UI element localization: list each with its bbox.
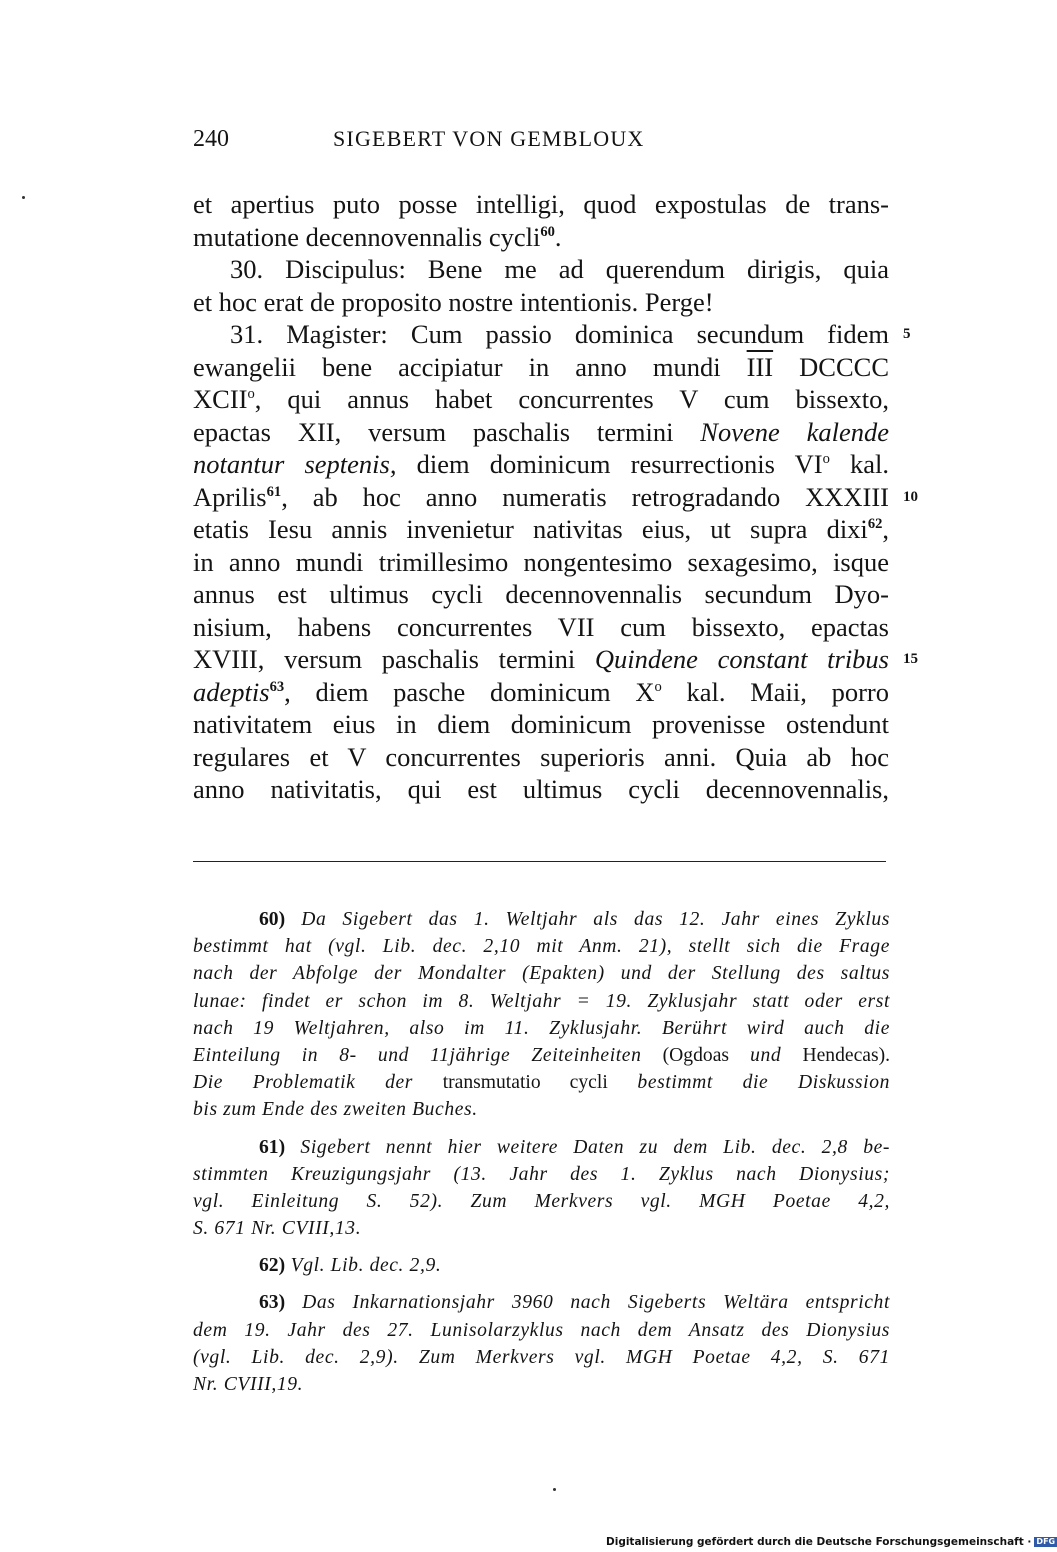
line-number: 15 <box>903 651 918 667</box>
text-line: Aprilis$^{61}$, ab hoc anno numeratis retrogradando XXXIII <box>193 481 889 512</box>
text-line: regulares et V concurrentes superioris anni. Quia ab hoc <box>193 741 889 772</box>
text-line: anno nativitatis, qui est ultimus cycli decennovennalis, <box>193 774 889 804</box>
text-line: in anno mundi trimillesimo nongentesimo sexagesimo, isque <box>193 546 889 577</box>
footnote-line: (vgl. Lib. dec. 2,9). Zum Merkvers vgl. MGH Poetae 4,2, S. 671 <box>193 1346 890 1368</box>
text-line: 31. Magister: Cum passio dominica secundum fidem <box>230 319 889 349</box>
footnote-60 <box>193 906 890 1124</box>
footnote-line: 62) Vgl. Lib. dec. 2,9. <box>259 1255 442 1277</box>
footnotes <box>193 906 890 1398</box>
text-line: adeptis$^{63}$, diem pasche dominicum $X^o$ kal. Maii, porro <box>193 676 890 707</box>
footnote-ref[interactable]: 61 <box>266 483 282 500</box>
footnote-ref[interactable]: 62 <box>867 516 883 533</box>
footnote-line: dem 19. Jahr des 27. Lunisolarzyklus nach dem Ansatz des Dionysius <box>193 1319 890 1341</box>
footnote-line: 63) Das Inkarnationsjahr 3960 nach Sigeberts Weltära entspricht <box>259 1292 891 1314</box>
scan-speck <box>553 1488 556 1491</box>
page-header <box>193 126 889 156</box>
footnote-ref[interactable]: 60 <box>540 223 555 240</box>
footnote-ref[interactable]: 63 <box>269 678 285 695</box>
footnote-line: vgl. Einleitung S. 52). Zum Merkvers vgl. MGH Poetae 4,2, <box>193 1190 890 1212</box>
text-line: mutatione decennovennalis cycli$^{60}$. <box>193 221 562 252</box>
digitization-credit: Digitalisierung gefördert durch die Deutsche Forschungsgemeinschaft · DFG <box>606 1536 1056 1548</box>
dfg-logo: DFG <box>1036 1537 1056 1546</box>
footnote-number: 63) <box>259 1292 286 1314</box>
footnote-line: Einteilung in 8- und 11jährige Zeiteinheiten (Ogdoas und Hendecas). <box>193 1044 891 1066</box>
footnote-63 <box>193 1289 890 1398</box>
footnote-line: S. 671 Nr. CVIII,13. <box>193 1218 362 1240</box>
footnote-separator <box>193 861 886 862</box>
text-line: XVIII, versum paschalis termini Quindene constant tribus <box>193 644 889 674</box>
text-line: 30. Discipulus: Bene me ad querendum dirigis, quia <box>230 254 889 284</box>
line-number: 5 <box>903 326 911 342</box>
text-line: ewangelii bene accipiatur in anno mundi $\overline{III}$ DCCCC <box>193 351 889 382</box>
footnote-line: Nr. CVIII,19. <box>193 1374 304 1395</box>
footnote-line: nach der Abfolge der Mondalter (Epakten) und der Stellung des saltus <box>193 963 890 985</box>
text-line: annus est ultimus cycli decennovennalis secundum Dyo- <box>193 579 889 609</box>
text-line: et hoc erat de proposito nostre intentionis. Perge! <box>193 286 714 317</box>
footnote-line: bis zum Ende des zweiten Buches. <box>193 1099 478 1121</box>
scan-speck <box>22 196 25 199</box>
footnote-line: lunae: findet er schon im 8. Weltjahr = 19. Zyklusjahr statt oder erst <box>193 990 890 1012</box>
footnote-number: 61) <box>259 1136 286 1158</box>
footnote-61 <box>193 1134 890 1243</box>
text-line: et apertius puto posse intelligi, quod expostulas de trans- <box>193 189 889 219</box>
footnote-62 <box>193 1252 890 1279</box>
footnote-number: 62) <box>259 1255 286 1277</box>
running-title: SIGEBERT VON GEMBLOUX <box>333 126 645 151</box>
line-number: 10 <box>903 488 918 505</box>
text-line: nisium, habens concurrentes VII cum bissexto, epactas <box>193 611 889 642</box>
roman-thousands: $\overline{III}$ <box>746 351 774 382</box>
footnote-number: 60) <box>259 909 286 930</box>
footnote-line: bestimmt hat (vgl. Lib. dec. 2,10 mit Anm. 21), stellt sich die Frage <box>193 936 890 958</box>
footnote-line: nach 19 Weltjahren, also im 11. Zyklusjahr. Berührt wird auch die <box>193 1017 890 1039</box>
text-line: etatis Iesu annis invenietur nativitas eius, ut supra dixi$^{62}$, <box>193 514 889 544</box>
footnote-line: 60) Da Sigebert das 1. Weltjahr als das 12. Jahr eines Zyklus <box>259 909 890 930</box>
text-line: epactas XII, versum paschalis termini Novene kalende <box>193 416 889 447</box>
text-line: XCII$^o$, qui annus habet concurrentes V cum bissexto, <box>193 384 889 414</box>
footnote-line: 61) Sigebert nennt hier weitere Daten zu dem Lib. dec. 2,8 be- <box>259 1136 891 1158</box>
main-text <box>193 188 918 806</box>
text-line: nativitatem eius in diem dominicum provenisse ostendunt <box>193 709 889 739</box>
footnote-line: Die Problematik der transmutatio cycli bestimmt die Diskussion <box>193 1072 890 1094</box>
text-line: notantur septenis, diem dominicum resurrectionis $VI^o$ kal. <box>193 449 890 479</box>
page-number: 240 <box>193 126 229 152</box>
footnote-line: stimmten Kreuzigungsjahr (13. Jahr des 1. Zyklus nach Dionysius; <box>193 1163 890 1185</box>
